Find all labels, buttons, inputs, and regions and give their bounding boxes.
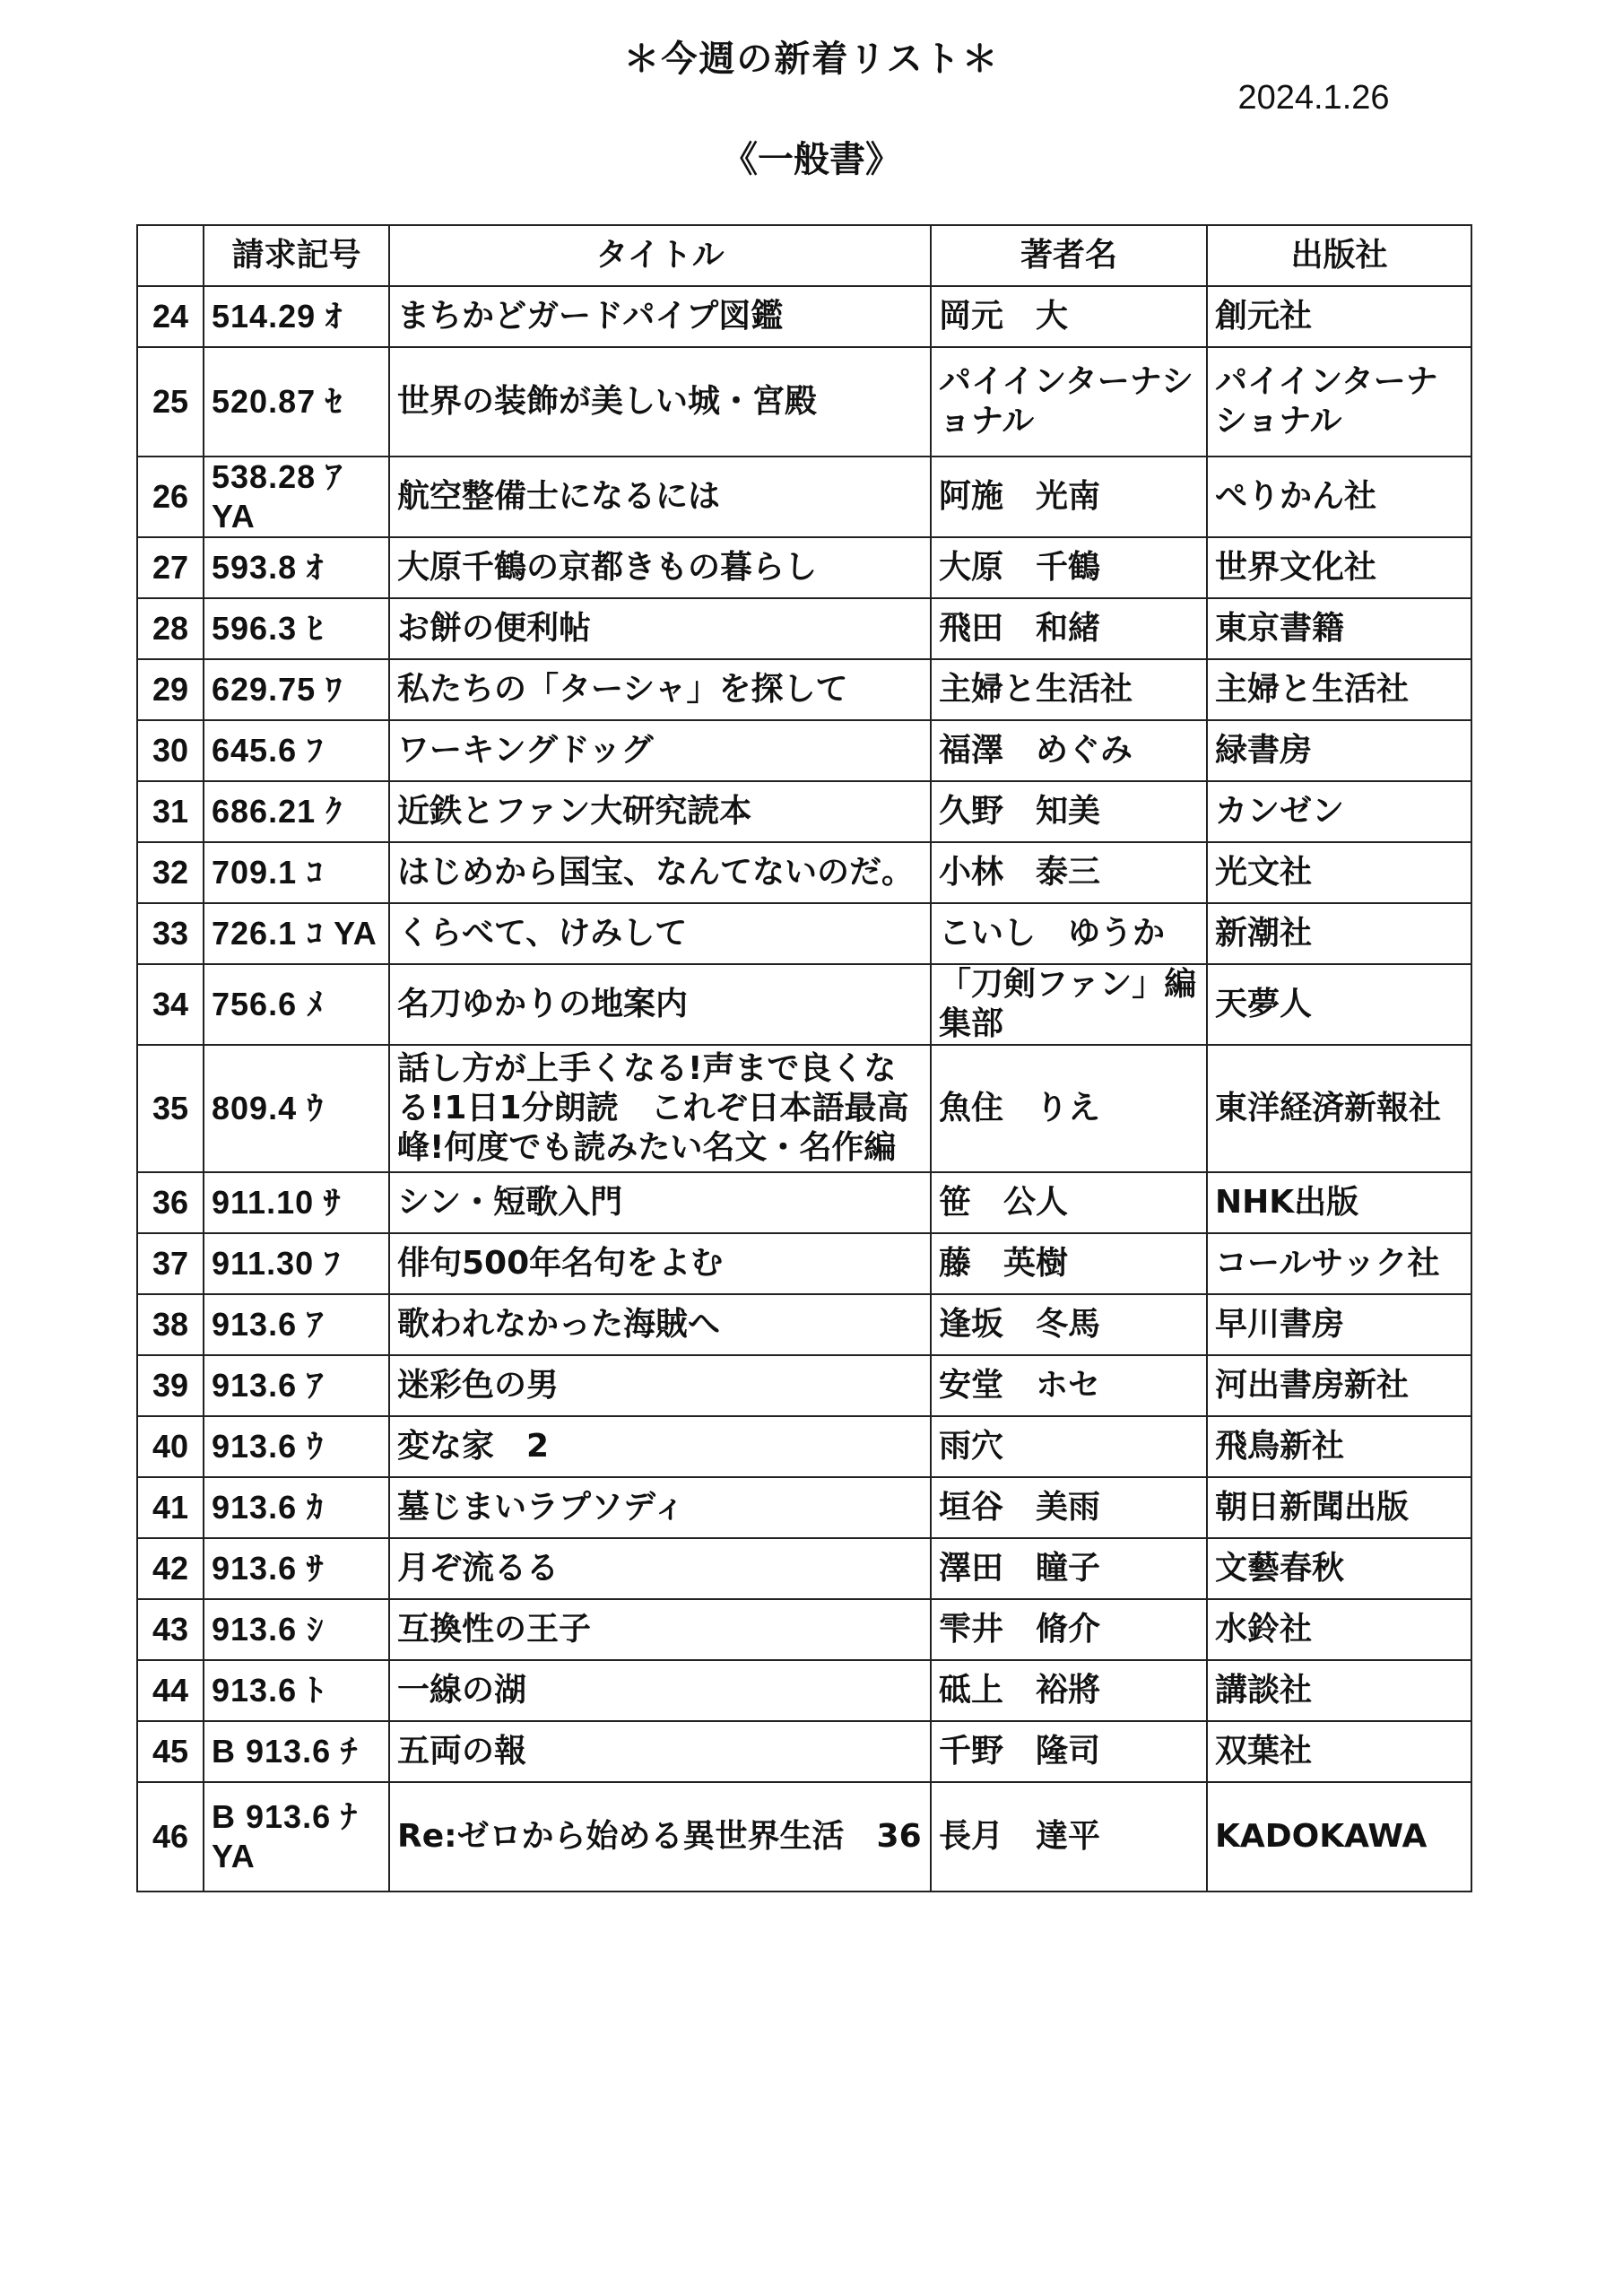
row-number: 45 xyxy=(137,1721,204,1782)
call-number: 913.6 ｻ xyxy=(204,1538,389,1599)
column-header-call-number: 請求記号 xyxy=(204,225,389,286)
book-publisher: 主婦と生活社 xyxy=(1207,659,1471,720)
call-number: 726.1 ｺ YA xyxy=(204,903,389,964)
call-number: 911.10 ｻ xyxy=(204,1172,389,1233)
book-title: 私たちの「ターシャ」を探して xyxy=(389,659,931,720)
call-number: B 913.6 ﾅ YA xyxy=(204,1782,389,1892)
new-books-table xyxy=(136,224,1472,1892)
book-author: 小林 泰三 xyxy=(931,842,1207,903)
book-title: くらべて、けみして xyxy=(389,903,931,964)
row-number: 42 xyxy=(137,1538,204,1599)
table-row xyxy=(137,286,1471,347)
list-date: 2024.1.26 xyxy=(1237,79,1390,117)
book-author: 長月 達平 xyxy=(931,1782,1207,1892)
table-row xyxy=(137,347,1471,457)
call-number: 913.6 ｶ xyxy=(204,1477,389,1538)
row-number: 31 xyxy=(137,781,204,842)
book-author: 岡元 大 xyxy=(931,286,1207,347)
book-publisher: 創元社 xyxy=(1207,286,1471,347)
table-row xyxy=(137,457,1471,537)
column-header-number xyxy=(137,225,204,286)
call-number: 911.30 ﾌ xyxy=(204,1233,389,1294)
page-title: ＊今週の新着リスト＊ xyxy=(623,39,1000,80)
book-author: 「刀剣ファン」編集部 xyxy=(931,964,1207,1045)
table-row xyxy=(137,1477,1471,1538)
book-author: 砥上 裕將 xyxy=(931,1660,1207,1721)
row-number: 43 xyxy=(137,1599,204,1660)
table-row xyxy=(137,1172,1471,1233)
book-title: 月ぞ流るる xyxy=(389,1538,931,1599)
book-author: 久野 知美 xyxy=(931,781,1207,842)
book-author: 雨穴 xyxy=(931,1416,1207,1477)
book-publisher: 新潮社 xyxy=(1207,903,1471,964)
call-number: 520.87 ｾ xyxy=(204,347,389,457)
table-row xyxy=(137,903,1471,964)
book-author: 雫井 脩介 xyxy=(931,1599,1207,1660)
table-row xyxy=(137,598,1471,659)
call-number: 629.75 ﾜ xyxy=(204,659,389,720)
book-title: 互換性の王子 xyxy=(389,1599,931,1660)
book-title: 五両の報 xyxy=(389,1721,931,1782)
book-title: シン・短歌入門 xyxy=(389,1172,931,1233)
book-publisher: カンゼン xyxy=(1207,781,1471,842)
book-publisher: 河出書房新社 xyxy=(1207,1355,1471,1416)
row-number: 33 xyxy=(137,903,204,964)
book-title: ワーキングドッグ xyxy=(389,720,931,781)
call-number: 809.4 ｳ xyxy=(204,1045,389,1172)
row-number: 38 xyxy=(137,1294,204,1355)
row-number: 36 xyxy=(137,1172,204,1233)
call-number: 913.6 ｳ xyxy=(204,1416,389,1477)
book-publisher: NHK出版 xyxy=(1207,1172,1471,1233)
table-header-row xyxy=(137,225,1471,286)
table-row xyxy=(137,964,1471,1045)
book-title: 歌われなかった海賊へ xyxy=(389,1294,931,1355)
book-title: 一線の湖 xyxy=(389,1660,931,1721)
book-publisher: 早川書房 xyxy=(1207,1294,1471,1355)
row-number: 41 xyxy=(137,1477,204,1538)
book-title: 迷彩色の男 xyxy=(389,1355,931,1416)
book-author: 大原 千鶴 xyxy=(931,537,1207,598)
table-row xyxy=(137,659,1471,720)
call-number: 593.8 ｵ xyxy=(204,537,389,598)
row-number: 46 xyxy=(137,1782,204,1892)
book-author: 飛田 和緒 xyxy=(931,598,1207,659)
call-number: 514.29 ｵ xyxy=(204,286,389,347)
book-author: 垣谷 美雨 xyxy=(931,1477,1207,1538)
book-author: 安堂 ホセ xyxy=(931,1355,1207,1416)
call-number: 913.6 ｱ xyxy=(204,1355,389,1416)
call-number: 538.28 ｱ YA xyxy=(204,457,389,537)
book-publisher: KADOKAWA xyxy=(1207,1782,1471,1892)
book-title: 大原千鶴の京都きもの暮らし xyxy=(389,537,931,598)
book-author: 福澤 めぐみ xyxy=(931,720,1207,781)
book-author: 逢坂 冬馬 xyxy=(931,1294,1207,1355)
book-author: 千野 隆司 xyxy=(931,1721,1207,1782)
book-publisher: 文藝春秋 xyxy=(1207,1538,1471,1599)
table-row xyxy=(137,1599,1471,1660)
book-author: 主婦と生活社 xyxy=(931,659,1207,720)
book-publisher: 光文社 xyxy=(1207,842,1471,903)
book-publisher: 水鈴社 xyxy=(1207,1599,1471,1660)
row-number: 37 xyxy=(137,1233,204,1294)
book-publisher: パイインターナショナル xyxy=(1207,347,1471,457)
table-row xyxy=(137,720,1471,781)
book-author: 阿施 光南 xyxy=(931,457,1207,537)
book-title: 墓じまいラプソディ xyxy=(389,1477,931,1538)
book-publisher: コールサック社 xyxy=(1207,1233,1471,1294)
table-row xyxy=(137,537,1471,598)
book-author: 魚住 りえ xyxy=(931,1045,1207,1172)
row-number: 24 xyxy=(137,286,204,347)
table-row xyxy=(137,1045,1471,1172)
book-author: 澤田 瞳子 xyxy=(931,1538,1207,1599)
row-number: 26 xyxy=(137,457,204,537)
book-title: お餅の便利帖 xyxy=(389,598,931,659)
book-publisher: ぺりかん社 xyxy=(1207,457,1471,537)
book-publisher: 東洋経済新報社 xyxy=(1207,1045,1471,1172)
row-number: 44 xyxy=(137,1660,204,1721)
row-number: 34 xyxy=(137,964,204,1045)
call-number: 913.6 ｱ xyxy=(204,1294,389,1355)
book-title: 名刀ゆかりの地案内 xyxy=(389,964,931,1045)
book-author: こいし ゆうか xyxy=(931,903,1207,964)
book-publisher: 双葉社 xyxy=(1207,1721,1471,1782)
call-number: 913.6 ｼ xyxy=(204,1599,389,1660)
row-number: 25 xyxy=(137,347,204,457)
book-title: 世界の装飾が美しい城・宮殿 xyxy=(389,347,931,457)
table-row xyxy=(137,842,1471,903)
book-title: はじめから国宝、なんてないのだ。 xyxy=(389,842,931,903)
table-row xyxy=(137,1782,1471,1892)
row-number: 28 xyxy=(137,598,204,659)
book-publisher: 天夢人 xyxy=(1207,964,1471,1045)
table-row xyxy=(137,781,1471,842)
call-number: 913.6 ﾄ xyxy=(204,1660,389,1721)
table-row xyxy=(137,1416,1471,1477)
book-publisher: 飛鳥新社 xyxy=(1207,1416,1471,1477)
row-number: 30 xyxy=(137,720,204,781)
book-title: 近鉄とファン大研究読本 xyxy=(389,781,931,842)
table-row xyxy=(137,1355,1471,1416)
book-author: パイインターナショナル xyxy=(931,347,1207,457)
row-number: 32 xyxy=(137,842,204,903)
table-row xyxy=(137,1294,1471,1355)
row-number: 40 xyxy=(137,1416,204,1477)
row-number: 27 xyxy=(137,537,204,598)
book-title: 俳句500年名句をよむ xyxy=(389,1233,931,1294)
table-row xyxy=(137,1538,1471,1599)
call-number: 645.6 ﾌ xyxy=(204,720,389,781)
table-row xyxy=(137,1660,1471,1721)
book-publisher: 東京書籍 xyxy=(1207,598,1471,659)
section-heading: 《一般書》 xyxy=(722,139,901,180)
column-header-author: 著者名 xyxy=(931,225,1207,286)
book-title: 話し方が上手くなる!声まで良くなる!1日1分朗読 これぞ日本語最高峰!何度でも読みたい名文・名作編 xyxy=(389,1045,931,1172)
call-number: 709.1 ｺ xyxy=(204,842,389,903)
book-publisher: 緑書房 xyxy=(1207,720,1471,781)
book-author: 藤 英樹 xyxy=(931,1233,1207,1294)
call-number: B 913.6 ﾁ xyxy=(204,1721,389,1782)
book-publisher: 朝日新聞出版 xyxy=(1207,1477,1471,1538)
row-number: 35 xyxy=(137,1045,204,1172)
call-number: 596.3 ﾋ xyxy=(204,598,389,659)
book-publisher: 世界文化社 xyxy=(1207,537,1471,598)
book-title: 航空整備士になるには xyxy=(389,457,931,537)
table-row xyxy=(137,1233,1471,1294)
column-header-publisher: 出版社 xyxy=(1207,225,1471,286)
book-title: Re:ゼロから始める異世界生活 36 xyxy=(389,1782,931,1892)
book-title: まちかどガードパイプ図鑑 xyxy=(389,286,931,347)
table-row xyxy=(137,1721,1471,1782)
row-number: 29 xyxy=(137,659,204,720)
call-number: 686.21 ｸ xyxy=(204,781,389,842)
book-title: 変な家 2 xyxy=(389,1416,931,1477)
book-author: 笹 公人 xyxy=(931,1172,1207,1233)
call-number: 756.6 ﾒ xyxy=(204,964,389,1045)
column-header-title: タイトル xyxy=(389,225,931,286)
book-publisher: 講談社 xyxy=(1207,1660,1471,1721)
row-number: 39 xyxy=(137,1355,204,1416)
